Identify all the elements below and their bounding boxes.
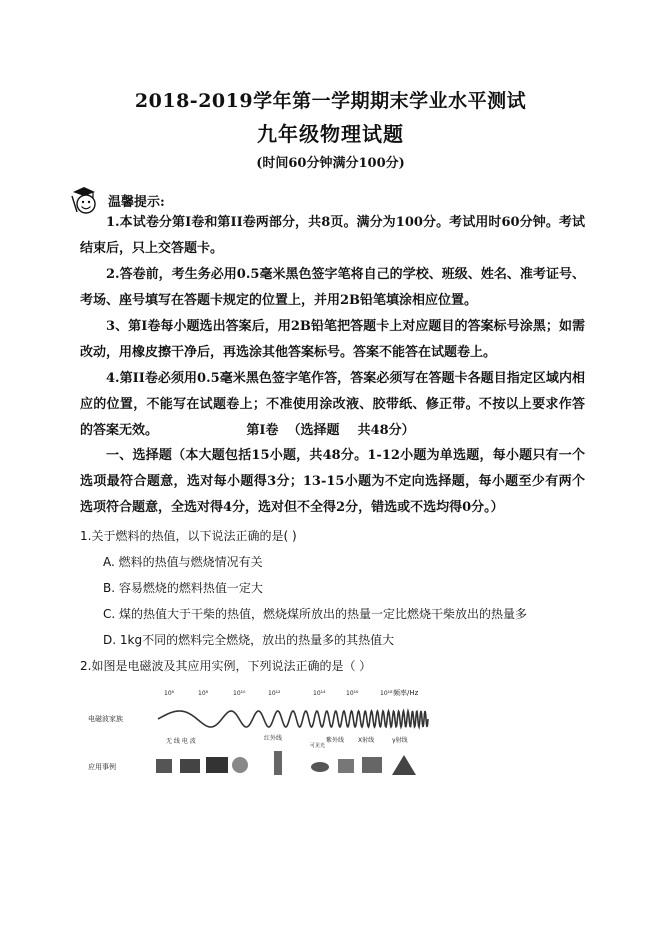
satellite-dish-example-image (232, 757, 248, 773)
freq-tick: 10¹⁰ (233, 690, 246, 697)
band-label-ultraviolet: 紫外线 (326, 737, 345, 744)
section-heading: 第I卷 （选择题 共48分） (246, 423, 415, 438)
application-images (156, 751, 416, 775)
exam-subtitle: 九年级物理试题 (257, 122, 404, 146)
question-1-stem: 1.关于燃料的热值，以下说法正确的是( ) (80, 529, 297, 543)
freq-tick: 10¹⁶ (346, 690, 359, 697)
freq-tick: 10⁸ (198, 690, 209, 697)
freq-tick: 10¹⁸ (380, 690, 393, 697)
infrared-lamp-example-image (274, 751, 282, 775)
question-1-option-a: A. 燃料的热值与燃烧情况有关 (103, 555, 263, 569)
em-spectrum-figure (88, 685, 448, 785)
freq-axis-label: 频率/Hz (393, 689, 419, 697)
exam-title: 2018-2019学年第一学期期末学业水平测试 (134, 90, 527, 112)
uv-lamp-example-image (338, 759, 354, 773)
microwave-example-image (206, 757, 228, 773)
band-label-gamma: γ射线 (392, 737, 408, 744)
tip-item-4: 4.第II卷必须用0.5毫米黑色签字笔作答，答案必须写在答题卡各题目指定区域内相应的位置，不能写在试题卷上；不准使用涂改液、胶带纸、修正带。不按以上要求作答的答案无效。 (80, 371, 585, 438)
band-label-visible: 可见光 (310, 743, 326, 749)
freq-tick: 10¹⁴ (313, 690, 326, 697)
section-description: 一、选择题（本大题包括15小题，共48分。1-12小题为单选题，每小题只有一个选项最符合题意，选对每小题得3分；13-15小题为不定向选择题，每小题至少有两个选项符合题意，全选对得4分，选对但不全得2分，错选或不选均得0分。） (80, 448, 585, 515)
tip-item-1: 1.本试卷分第I卷和第II卷两部分，共8页。满分为100分。考试用时60分钟。考试结束后，只上交答题卡。 (80, 215, 585, 256)
question-1-option-d: D. 1kg不同的燃料完全燃烧，放出的热量多的其热值大 (103, 633, 395, 647)
examples-row-label: 应用事例 (88, 763, 116, 771)
eye-example-image (311, 762, 329, 772)
band-label-xray: X射线 (358, 737, 375, 744)
freq-tick: 10¹² (268, 690, 281, 697)
tips-heading: 温馨提示: (108, 195, 165, 210)
radiation-warning-example-image (392, 755, 416, 775)
em-wave-line (158, 711, 428, 727)
radio-example-image (156, 759, 172, 773)
exam-time-note: (时间60分钟满分100分) (256, 156, 405, 171)
tv-example-image (180, 759, 200, 773)
xray-image-example-image (362, 757, 382, 773)
tip-item-2: 2.答卷前，考生务必用0.5毫米黑色签字笔将自己的学校、班级、姓名、准考证号、考场、座号填写在答题卡规定的位置上，并用2B铅笔填涂相应位置。 (80, 267, 585, 308)
question-1-option-b: B. 容易燃烧的燃料热值一定大 (103, 581, 263, 595)
question-1-option-c: C. 煤的热值大于干柴的热值，燃烧煤所放出的热量一定比燃烧干柴放出的热量多 (103, 607, 528, 621)
band-label-infrared: 红外线 (264, 735, 283, 742)
band-label-radio: 无 线 电 波 (166, 738, 196, 745)
freq-tick: 10⁶ (164, 690, 175, 697)
question-2-stem: 2.如图是电磁波及其应用实例，下列说法正确的是（ ） (80, 659, 372, 673)
spectrum-row-label: 电磁波家族 (88, 715, 123, 723)
tip-item-3: 3、第I卷每小题选出答案后，用2B铅笔把答题卡上对应题目的答案标号涂黑；如需改动，用橡皮擦干净后，再选涂其他答案标号。答案不能答在试题卷上。 (80, 319, 585, 360)
